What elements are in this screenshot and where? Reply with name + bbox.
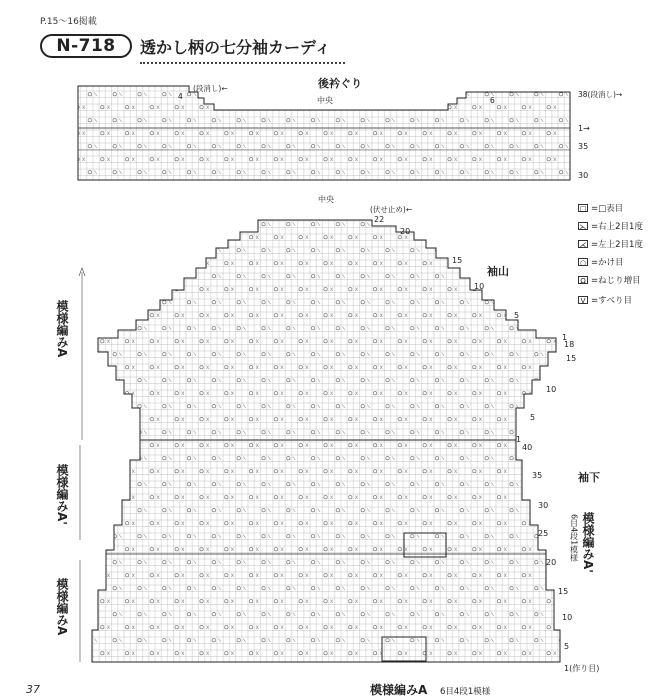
page-number: 37 — [26, 683, 40, 696]
cap-row-10b: 10 — [546, 385, 557, 394]
cap-row-22: 22 — [374, 215, 385, 224]
left-pattern-a-prime-label: 模様編みA' — [55, 464, 69, 525]
legend-right-decrease — [578, 220, 643, 232]
cap-row-5b: 5 — [530, 413, 536, 422]
legend-left-decrease — [578, 238, 643, 250]
legend-yarn-over — [578, 256, 624, 268]
cap-row-10a: 10 — [474, 282, 485, 291]
legend-label: =すべり目 — [591, 296, 632, 306]
cap-row-15a: 15 — [452, 256, 463, 265]
legend-label: =かけ目 — [591, 258, 624, 268]
cap-row-1a: 1 — [562, 333, 568, 342]
neck-row-1: 1→ — [578, 124, 590, 133]
left-pattern-a-label: 模様編みA — [55, 300, 69, 358]
sleeve-cap-grid — [98, 220, 556, 440]
under-row-5: 5 — [564, 642, 570, 651]
under-row-40: 40 — [522, 443, 533, 452]
bind-off-right-label: 38(段消し)→ — [578, 90, 623, 99]
right-pattern-note: 6目4段1模様 — [569, 514, 579, 562]
sleeve-under-grid — [92, 440, 560, 662]
cap-row-20: 20 — [400, 227, 411, 236]
cap-row-5a: 5 — [514, 311, 520, 320]
neck-num-6: 6 — [490, 96, 495, 105]
pattern-code-badge: N-718 — [40, 34, 132, 58]
legend-label: =左上2目1度 — [591, 240, 643, 250]
legend-label: =ねじり増目 — [591, 276, 641, 286]
back-neck-title: 後衿ぐり — [318, 77, 362, 90]
sleeve-cap-label: 袖山 — [487, 265, 509, 278]
right-pattern-a-prime-label: 模様編みA' — [581, 512, 595, 573]
under-row-20: 20 — [546, 558, 557, 567]
under-row-10: 10 — [562, 613, 573, 622]
under-row-25: 25 — [538, 529, 549, 538]
bottom-pattern-a-label: 模様編みA — [370, 683, 428, 697]
legend-slip-stitch — [578, 294, 632, 306]
neck-row-30: 30 — [578, 171, 589, 180]
slip-stitch-icon: V — [578, 296, 588, 304]
right-k2tog-icon: ⋋ — [579, 223, 587, 231]
back-neck-center-label: 中央 — [317, 96, 333, 105]
sleeve-chart — [79, 220, 560, 662]
cap-row-1b: 1 — [516, 435, 522, 444]
yarn-over-icon: ○ — [579, 259, 587, 267]
cast-off-label: (伏せ止め)← — [370, 205, 413, 214]
under-row-15: 15 — [558, 587, 569, 596]
page-reference: P.15～16掲載 — [40, 17, 97, 27]
under-row-35: 35 — [532, 471, 543, 480]
cast-on-row-1: 1(作り目) — [564, 664, 600, 673]
sleeve-center-label: 中央 — [318, 195, 334, 204]
cap-row-15b: 15 — [566, 354, 577, 363]
twisted-increase-icon: Ω — [578, 276, 588, 284]
left-k2tog-icon: ⋌ — [579, 241, 587, 249]
cap-row-18: 18 — [564, 340, 575, 349]
knit-stitch-icon: □ — [579, 205, 587, 213]
legend-twisted-increase — [578, 274, 641, 286]
bottom-pattern-note: 6目4段1模様 — [440, 687, 491, 697]
neck-row-35: 35 — [578, 142, 589, 151]
legend-label: =□表目 — [591, 204, 624, 214]
under-row-30: 30 — [538, 501, 549, 510]
pattern-title: 透かし柄の七分袖カーディ — [140, 38, 331, 57]
left-pattern-a-bottom-label: 模様編みA — [55, 578, 69, 636]
neck-num-4: 4 — [178, 92, 183, 101]
sleeve-under-label: 袖下 — [578, 471, 600, 484]
legend-label: =右上2目1度 — [591, 222, 643, 232]
bind-off-left-label: (段消し)← — [193, 84, 228, 93]
legend-knit — [578, 202, 623, 214]
